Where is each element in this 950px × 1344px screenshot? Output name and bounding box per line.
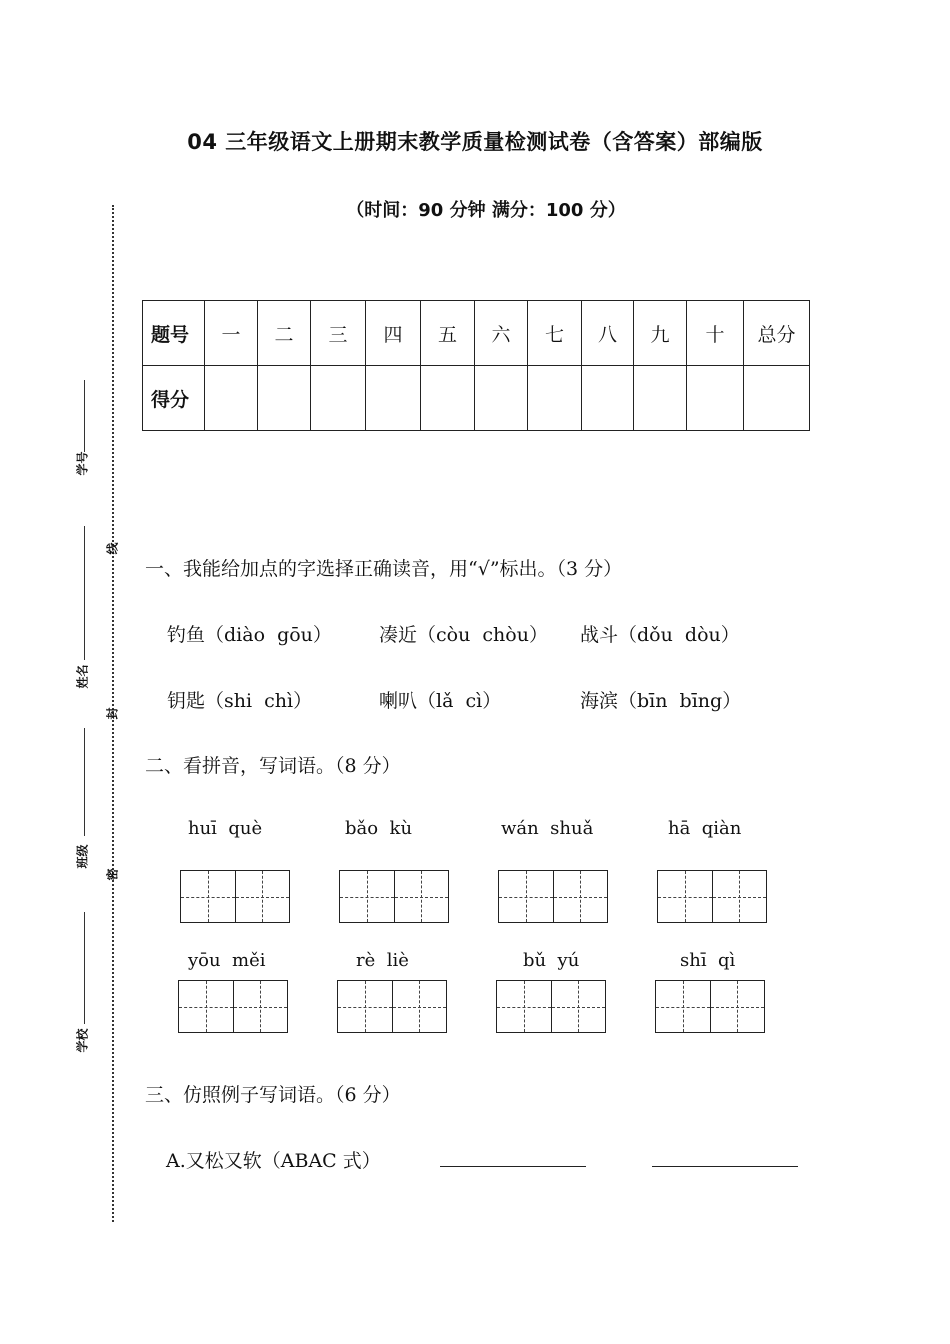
q1-item: 海滨（bīn bīng） bbox=[580, 690, 742, 712]
score-cell[interactable] bbox=[528, 366, 582, 431]
student-id-label: 学号 bbox=[75, 451, 90, 476]
q1-item: 凑近（còu chòu） bbox=[379, 624, 548, 646]
score-table-score-row bbox=[143, 366, 810, 431]
q1-item: 钥匙（shi chì） bbox=[167, 690, 313, 712]
q3-item-a: A.又松又软（ABAC 式） bbox=[166, 1150, 381, 1172]
answer-blank[interactable] bbox=[440, 1166, 586, 1167]
writing-grid[interactable] bbox=[178, 980, 288, 1033]
q2-pinyin: huī què bbox=[188, 818, 263, 839]
q2-pinyin: shī qì bbox=[680, 950, 736, 971]
score-cell[interactable] bbox=[421, 366, 475, 431]
q2-heading: 二、看拼音，写词语。（8 分） bbox=[145, 755, 401, 777]
writing-grid[interactable] bbox=[657, 870, 767, 923]
question-number-label: 题号 bbox=[143, 301, 205, 366]
q2-pinyin: yōu měi bbox=[188, 950, 266, 971]
score-cell[interactable] bbox=[744, 366, 810, 431]
column-header: 九 bbox=[634, 301, 687, 366]
q2-pinyin: rè liè bbox=[356, 950, 409, 971]
score-cell[interactable] bbox=[475, 366, 528, 431]
writing-grid[interactable] bbox=[496, 980, 606, 1033]
q2-pinyin: bǔ yú bbox=[523, 950, 580, 971]
column-header: 一 bbox=[205, 301, 258, 366]
score-cell[interactable] bbox=[311, 366, 366, 431]
score-cell[interactable] bbox=[634, 366, 687, 431]
q2-pinyin: wán shuǎ bbox=[501, 818, 594, 839]
score-cell[interactable] bbox=[205, 366, 258, 431]
score-cell[interactable] bbox=[582, 366, 634, 431]
q1-item: 战斗（dǒu dòu） bbox=[580, 624, 740, 646]
class-line bbox=[84, 728, 85, 836]
score-label: 得分 bbox=[143, 366, 205, 431]
column-header: 五 bbox=[421, 301, 475, 366]
score-cell[interactable] bbox=[687, 366, 744, 431]
column-header: 七 bbox=[528, 301, 582, 366]
student-id-line bbox=[84, 380, 85, 452]
column-header: 八 bbox=[582, 301, 634, 366]
page-subtitle: （时间：90 分钟 满分：100 分） bbox=[346, 200, 626, 221]
name-label: 姓名 bbox=[75, 664, 90, 689]
answer-blank[interactable] bbox=[652, 1166, 798, 1167]
school-label: 学校 bbox=[75, 1028, 90, 1053]
writing-grid[interactable] bbox=[180, 870, 290, 923]
q2-pinyin: bǎo kù bbox=[345, 818, 413, 839]
column-header: 三 bbox=[311, 301, 366, 366]
writing-grid[interactable] bbox=[339, 870, 449, 923]
writing-grid[interactable] bbox=[655, 980, 765, 1033]
column-header: 四 bbox=[366, 301, 421, 366]
score-cell[interactable] bbox=[258, 366, 311, 431]
column-header: 总分 bbox=[744, 301, 810, 366]
q3-heading: 三、仿照例子写词语。（6 分） bbox=[145, 1084, 401, 1106]
score-table bbox=[142, 300, 810, 431]
column-header: 十 bbox=[687, 301, 744, 366]
score-cell[interactable] bbox=[366, 366, 421, 431]
q1-heading: 一、我能给加点的字选择正确读音，用“√”标出。（3 分） bbox=[145, 558, 623, 580]
school-line bbox=[84, 912, 85, 1024]
seal-char-feng: 封 bbox=[105, 707, 120, 720]
q1-item: 钓鱼（diào gōu） bbox=[167, 624, 332, 646]
q1-item: 喇叭（lǎ cì） bbox=[379, 690, 502, 712]
q2-pinyin: hā qiàn bbox=[668, 818, 742, 839]
seal-char-mi: 密 bbox=[105, 868, 120, 881]
score-table-header-row bbox=[143, 301, 810, 366]
writing-grid[interactable] bbox=[337, 980, 447, 1033]
page-title: 04 三年级语文上册期末教学质量检测试卷（含答案）部编版 bbox=[187, 130, 763, 154]
seal-char-xian: 线 bbox=[105, 542, 120, 555]
writing-grid[interactable] bbox=[498, 870, 608, 923]
column-header: 六 bbox=[475, 301, 528, 366]
class-label: 班级 bbox=[75, 844, 90, 869]
column-header: 二 bbox=[258, 301, 311, 366]
name-line bbox=[84, 526, 85, 660]
